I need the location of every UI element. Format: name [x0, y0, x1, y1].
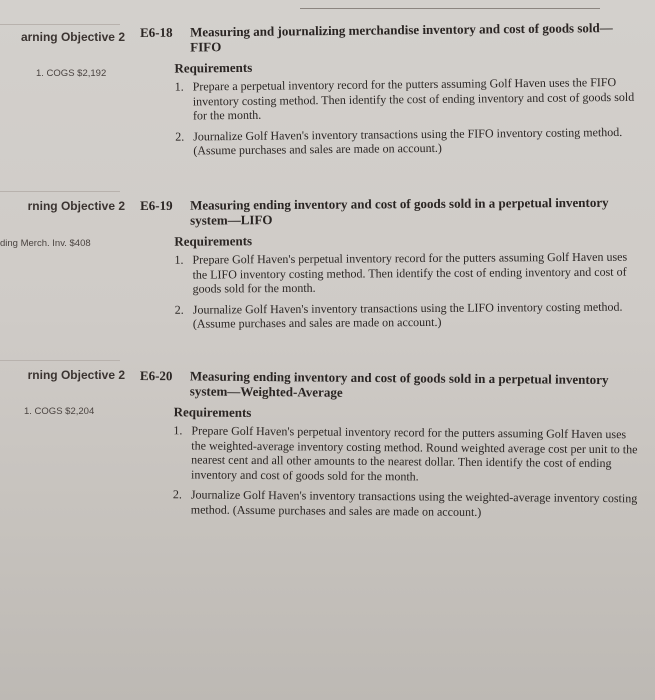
sidebar-rule — [0, 360, 120, 361]
exercise-e6-19 — [140, 195, 641, 338]
requirements-heading: Requirements — [174, 233, 253, 249]
requirement-number: 2. — [172, 487, 182, 502]
exercise-e6-18 — [140, 20, 641, 165]
requirement-text: Prepare Golf Haven's perpetual inventory record for the putters assuming Golf Haven uses the LIFO inventory costing method. Then identify the cost of ending inventory and cost of goods sold for the month. — [192, 249, 628, 296]
requirement-text: Journalize Golf Haven's inventory transactions using the LIFO inventory costing method. (Assume purchases and sales are made on account.) — [192, 299, 623, 331]
requirements-list — [140, 250, 641, 332]
requirement-item — [172, 487, 639, 520]
requirement-item — [174, 249, 640, 297]
requirement-number: 2. — [175, 129, 185, 144]
exercise-heading — [140, 195, 640, 228]
exercise-e6-20 — [139, 368, 640, 526]
requirement-number: 1. — [174, 252, 184, 267]
requirement-item — [175, 124, 641, 158]
exercise-title: Measuring ending inventory and cost of goods sold in a perpetual inventory system—Weighted-Average — [189, 368, 609, 400]
exercise-title: Measuring ending inventory and cost of goods sold in a perpetual inventory system—LIFO — [189, 194, 609, 228]
top-rule — [300, 8, 600, 9]
exercise-heading — [140, 368, 640, 402]
requirement-number: 2. — [174, 302, 184, 317]
sidebar-rule — [0, 191, 120, 192]
requirement-text: Prepare a perpetual inventory record for the putters assuming Golf Haven uses the FIFO inventory costing method. Then identify the cost of ending inventory and cost of goods sold for the month. — [192, 75, 635, 123]
margin-answer-note: ding Merch. Inv. $408 — [0, 238, 91, 249]
exercise-title: Measuring and journalizing merchandise inventory and cost of goods sold—FIFO — [189, 20, 613, 55]
requirements-heading: Requirements — [173, 404, 252, 420]
exercise-heading — [140, 20, 640, 55]
learning-objective-label: rning Objective 2 — [27, 368, 125, 382]
requirement-text: Journalize Golf Haven's inventory transactions using the FIFO inventory costing method. (Assume purchases and sales are made on account.) — [193, 124, 623, 158]
margin-answer-note: 1. COGS $2,192 — [36, 68, 107, 79]
requirement-number: 1. — [174, 79, 184, 94]
requirement-item — [174, 75, 641, 123]
requirement-item — [174, 299, 641, 331]
requirements-heading: Requirements — [174, 59, 253, 76]
requirement-text: Prepare Golf Haven's perpetual inventory record for the putters assuming Golf Haven uses the weighted-average inventory costing method. Round weighted average cost per unit to the nearest cent and all other amounts to the nearest dollar. Then identify the cost of ending inventory and cost of goods sold for the month. — [191, 423, 638, 483]
sidebar-rule — [0, 24, 120, 25]
margin-answer-note: 1. COGS $2,204 — [24, 406, 95, 417]
learning-objective-label: rning Objective 2 — [27, 199, 125, 213]
requirement-text: Journalize Golf Haven's inventory transactions using the weighted-average inventory costing method. (Assume purchases and sales are made on account.) — [190, 487, 638, 519]
learning-objective-label: arning Objective 2 — [20, 30, 125, 44]
exercise-number: E6-19 — [140, 197, 173, 213]
exercise-number: E6-18 — [140, 24, 173, 40]
requirements-list — [141, 75, 642, 159]
exercise-number: E6-20 — [139, 368, 173, 384]
requirement-number: 1. — [173, 423, 183, 438]
requirements-list — [139, 423, 640, 520]
requirement-item — [173, 423, 639, 485]
